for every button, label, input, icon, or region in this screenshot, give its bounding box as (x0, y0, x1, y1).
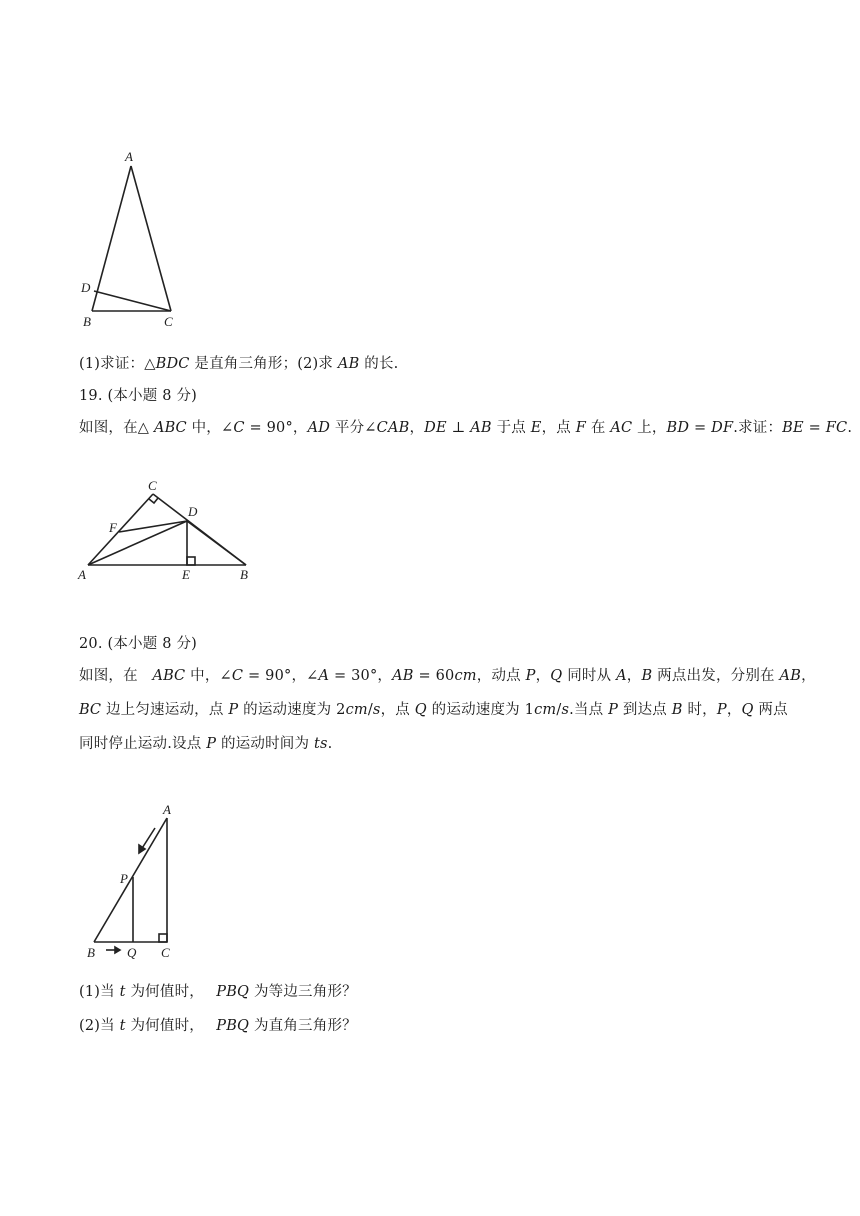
q19-label-d: D (188, 504, 198, 519)
q20-label-c: C (161, 945, 170, 960)
q19-label-c: C (148, 478, 157, 493)
q19-segment-ad (88, 521, 187, 565)
q20-question-line-1: 如图，在 𝐴𝐵𝐶 中，∠𝐶 = 90°，∠𝐴 = 30°，𝐴𝐵 = 60𝑐𝑚，动点 𝑃，𝑄 同时从 𝐴，𝐵 两点出发，分别在 𝐴𝐵， (79, 668, 816, 684)
q18-segment-dc (94, 291, 171, 311)
q19-label-a: A (78, 567, 86, 582)
q18-question-text: (1)求证：△𝐵𝐷𝐶 是直角三角形；(2)求 𝐴𝐵 的长. (79, 356, 399, 372)
q19-segment-fd (119, 521, 187, 532)
q19-label-b: B (240, 567, 248, 582)
q18-label-c: C (164, 314, 173, 329)
q20-right-angle-mark-c (159, 934, 167, 942)
q20-heading: 20. (本小题 8 分) (79, 636, 198, 652)
q20-label-b: B (87, 945, 95, 960)
q18-side-ac (131, 166, 171, 311)
q20-label-a: A (163, 802, 171, 817)
q18-label-a: A (125, 149, 133, 164)
q20-question-line-3: 同时停止运动.设点 𝑃 的运动时间为 𝑡𝑠. (79, 736, 333, 752)
q20-arrow-q-head (115, 947, 120, 953)
q19-side-ac (88, 494, 153, 565)
q20-label-q: Q (127, 945, 137, 960)
q19-label-e: E (182, 567, 190, 582)
q20-triangle-figure (84, 800, 184, 962)
q18-triangle-figure (78, 148, 188, 333)
q18-label-b: B (83, 314, 91, 329)
q19-right-angle-mark-c (149, 498, 158, 503)
q19-right-angle-mark-e (187, 557, 195, 565)
q19-triangle-figure (76, 478, 262, 586)
q20-question-line-2: 𝐵𝐶 边上匀速运动，点 𝑃 的运动速度为 2𝑐𝑚/𝑠，点 𝑄 的运动速度为 1𝑐𝑚/𝑠.当点 𝑃 到达点 𝐵 时，𝑃，𝑄 两点 (79, 702, 788, 718)
q20-label-p: P (120, 871, 128, 886)
q19-question-text: 如图，在△ 𝐴𝐵𝐶 中，∠𝐶 = 90°，𝐴𝐷 平分∠𝐶𝐴𝐵，𝐷𝐸 ⊥ 𝐴𝐵 于点 𝐸，点 𝐹 在 𝐴𝐶 上，𝐵𝐷 = 𝐷𝐹.求证：𝐵𝐸 = 𝐹𝐶. (79, 420, 853, 436)
q18-label-d: D (81, 280, 91, 295)
q20-part-2: (2)当 𝑡 为何值时， 𝑃𝐵𝑄 为直角三角形？ (79, 1018, 357, 1034)
q19-heading: 19. (本小题 8 分) (79, 388, 198, 404)
q19-label-f: F (109, 520, 117, 535)
q18-side-ab (92, 166, 131, 311)
q20-side-ab (94, 818, 167, 942)
q20-part-1: (1)当 𝑡 为何值时， 𝑃𝐵𝑄 为等边三角形？ (79, 984, 357, 1000)
q19-segment-bd (187, 521, 246, 565)
